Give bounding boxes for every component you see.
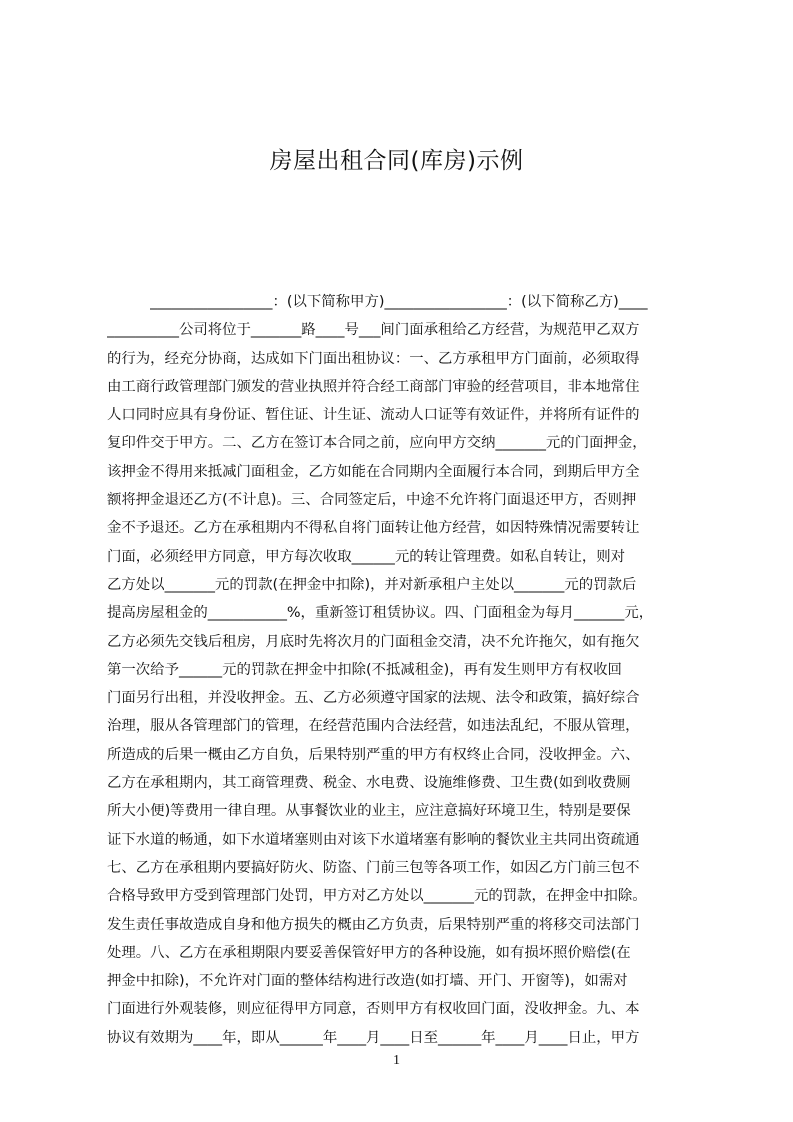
body-line: 额将押金退还乙方(不计息)。三、合同签定后，中途不允许将门面退还甲方，否则押 xyxy=(107,492,637,509)
document-title: 房屋出租合同(库房)示例 xyxy=(269,148,524,174)
body-line: 门面另行出租，并没收押金。五、乙方必须遵守国家的法规、法令和政策，搞好综合 xyxy=(107,690,640,707)
body-line: 所造成的后果一概由乙方自负，后果特别严重的甲方有权终止合同，没收押金。六、 xyxy=(107,746,640,763)
body-line: 门面进行外观装修，则应征得甲方同意，否则甲方有权收回门面，没收押金。九、本 xyxy=(107,1001,640,1018)
body-line: 处理。八、乙方在承租期限内要妥善保管好甲方的各种设施，如有损坏照价赔偿(在 xyxy=(107,944,631,961)
body-line: 所大小便)等费用一律自理。从事餐饮业的业主，应注意搞好环境卫生，特别是要保 xyxy=(107,803,631,820)
body-line: 协议有效期为____年，即从______年____月____日至______年____月____日止，甲方 xyxy=(107,1029,640,1046)
body-line: __________公司将位于_______路____号___间门面承租给乙方经营，为规范甲乙双方 xyxy=(107,322,640,339)
body-line: 该押金不得用来抵减门面租金，乙方如能在合同期内全面履行本合同，到期后甲方全 xyxy=(107,463,640,480)
body-line: 复印件交于甲方。二、乙方在签订本合同之前，应向甲方交纳_______元的门面押金， xyxy=(107,435,647,452)
body-line: 提高房屋租金的___________%，重新签订租赁协议。四、门面租金为每月_______元， xyxy=(107,605,654,622)
body-line: 证下水道的畅通，如下水道堵塞则由对该下水道堵塞有影响的餐饮业主共同出资疏通 xyxy=(107,831,640,848)
body-line: 金不予退还。乙方在承租期内不得私自将门面转让他方经营，如因特殊情况需要转让 xyxy=(107,520,640,537)
body-line: _________________：(以下简称甲方)_________________：(以下简称乙方)____ xyxy=(107,294,648,310)
body-line: 乙方在承租期内，其工商管理费、税金、水电费、设施维修费、卫生费(如到收费厕 xyxy=(107,775,631,792)
body-line: 七、乙方在承租期内要搞好防火、防盗、门前三包等各项工作，如因乙方门前三包不 xyxy=(107,859,640,876)
body-line: 第一次给予______元的罚款在押金中扣除(不抵减租金)，再有发生则甲方有权收回 xyxy=(107,661,622,678)
body-line: 人口同时应具有身份证、暂住证、计生证、流动人口证等有效证件，并将所有证件的 xyxy=(107,407,640,424)
body-line: 乙方处以_______元的罚款(在押金中扣除)，并对新承租户主处以_______元的罚款后 xyxy=(107,576,637,593)
body-line: 的行为，经充分协商，达成如下门面出租协议：一、乙方承租甲方门面前，必须取得 xyxy=(107,350,640,367)
body-line: 发生责任事故造成自身和他方损失的概由乙方负责，后果特别严重的将移交司法部门 xyxy=(107,916,640,933)
body-line: 治理，服从各管理部门的管理，在经营范围内合法经营，如违法乱纪，不服从管理， xyxy=(107,718,640,735)
contract-body xyxy=(107,288,699,1052)
body-line: 乙方必须先交钱后租房，月底时先将次月的门面租金交清，决不允许拖欠，如有拖欠 xyxy=(107,633,640,650)
body-line: 门面，必须经甲方同意，甲方每次收取______元的转让管理费。如私自转让，则对 xyxy=(107,548,626,565)
page-number: 1 xyxy=(393,1053,400,1068)
body-line: 由工商行政管理部门颁发的营业执照并符合经工商部门审验的经营项目，非本地常住 xyxy=(107,378,640,395)
body-line: 押金中扣除)，不允许对门面的整体结构进行改造(如打墙、开门、开窗等)，如需对 xyxy=(107,973,628,990)
body-line: 合格导致甲方受到管理部门处罚，甲方对乙方处以_______元的罚款，在押金中扣除。 xyxy=(107,888,647,905)
